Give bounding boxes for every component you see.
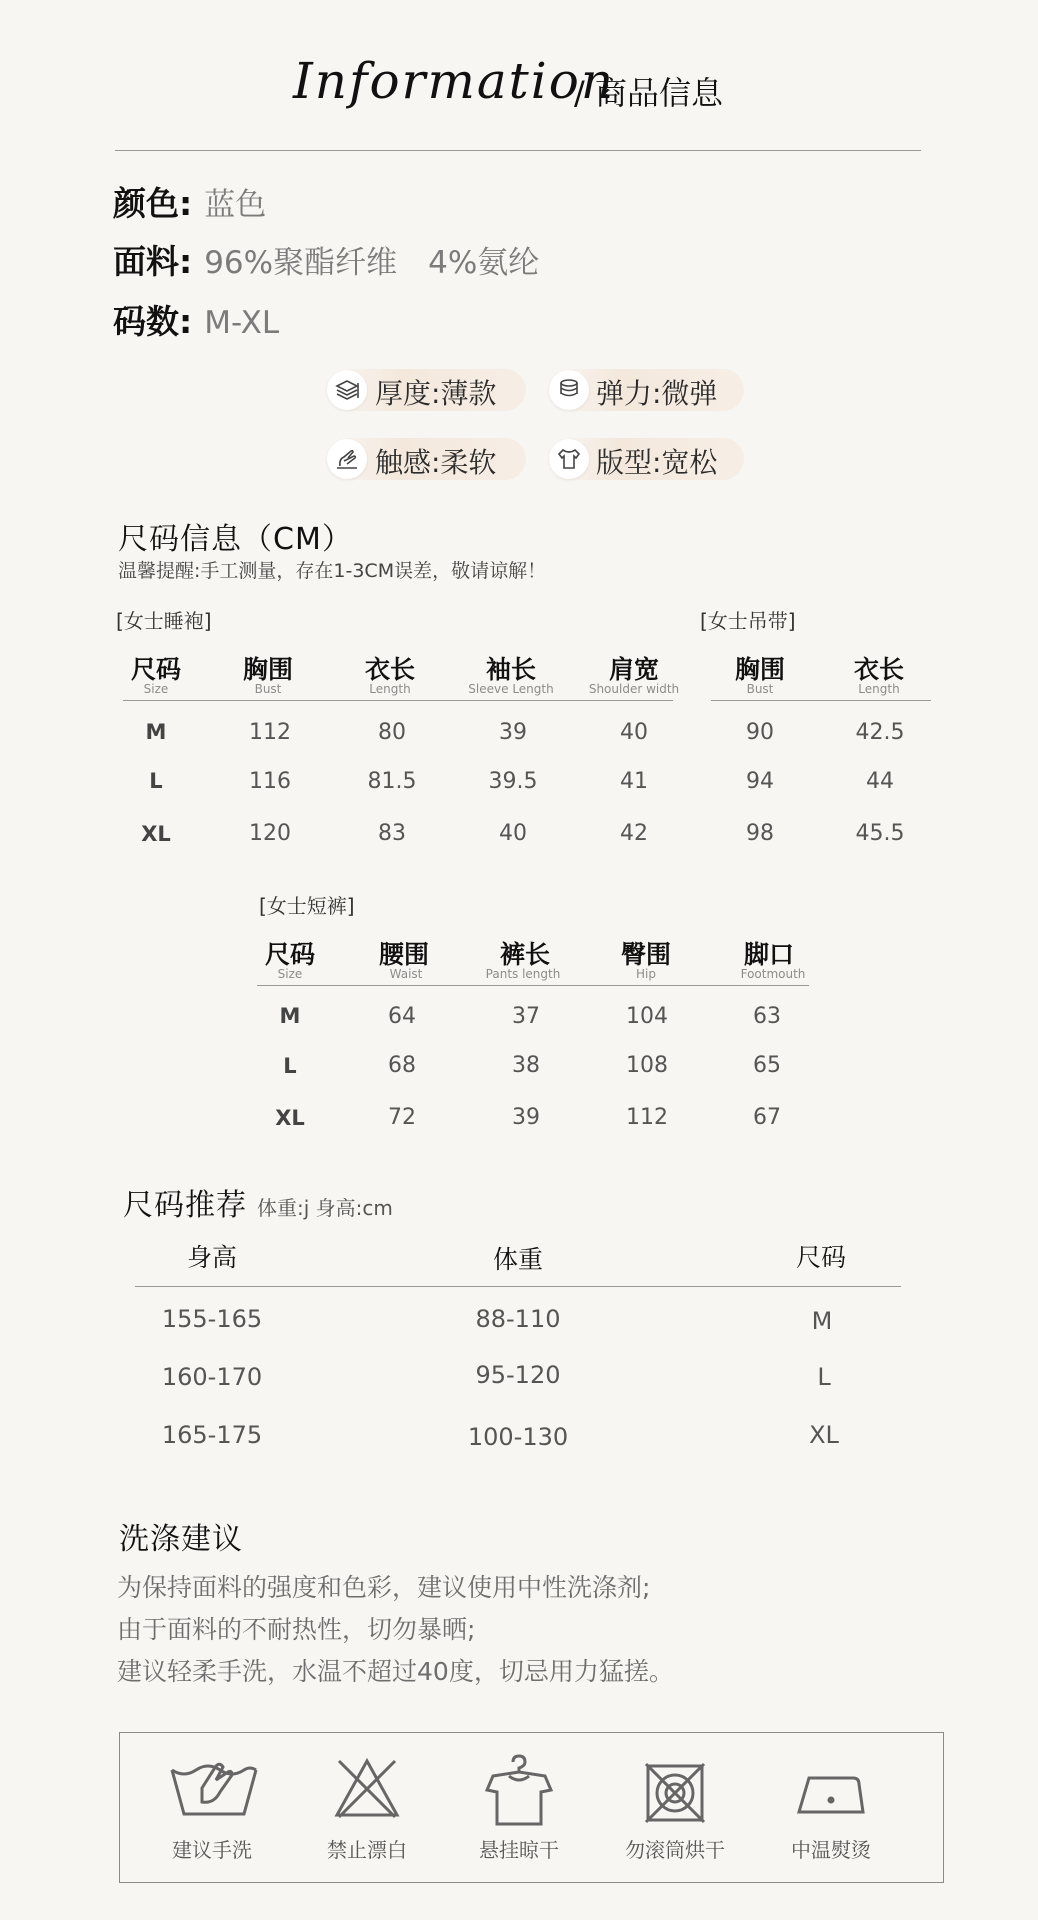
care-label-no-tumble-dry: 勿滚筒烘干	[625, 1838, 725, 1862]
care-label-no-bleach: 禁止漂白	[327, 1838, 407, 1862]
robe-cell: 120	[249, 821, 291, 846]
recommend-header-size: 尺码	[795, 1243, 846, 1272]
shorts-cell: 63	[753, 1004, 781, 1029]
shorts-cell: 108	[626, 1053, 668, 1078]
robe-header-length: 衣长	[364, 655, 415, 684]
shorts-header-size: 尺码	[264, 940, 315, 969]
recommend-header-weight: 体重	[492, 1245, 543, 1274]
robe-header-length-en: Length	[369, 682, 411, 696]
cami-header-bust: 胸围	[734, 655, 785, 684]
cami-header-length: 衣长	[853, 655, 904, 684]
washing-title: 洗涤建议	[119, 1522, 243, 1557]
shorts-cell: 72	[388, 1105, 416, 1130]
robe-header-bust-en: Bust	[254, 682, 282, 696]
shorts-header-waist: 腰围	[378, 940, 429, 969]
shorts-cell: 68	[388, 1053, 416, 1078]
spec-value: 96%聚酯纤维 4%氨纶	[204, 245, 540, 281]
recommend-cell: 88-110	[475, 1305, 561, 1333]
shirt-icon	[549, 439, 589, 479]
robe-header-bust: 胸围	[242, 655, 293, 684]
robe-cell: 40	[620, 720, 648, 745]
robe-cell: 80	[378, 720, 406, 745]
hand-touch-icon	[327, 439, 367, 479]
shorts-header-waist-en: Waist	[389, 967, 423, 981]
washing-line: 建议轻柔手洗，水温不超过40度，切忌用力猛搓。	[117, 1657, 674, 1686]
spec-label: 颜色:	[113, 184, 193, 223]
robe-cell: 41	[620, 769, 648, 794]
robe-header-size: 尺码	[130, 655, 181, 684]
spec-label: 码数:	[113, 302, 193, 341]
no-bleach-icon	[331, 1755, 403, 1821]
washing-line: 由于面料的不耐热性，切勿暴晒;	[117, 1615, 476, 1644]
care-label-hand-wash: 建议手洗	[172, 1838, 252, 1862]
robe-header-size-en: Size	[143, 682, 169, 696]
robe-cell: 39.5	[488, 769, 538, 794]
robe-header-shoulder: 肩宽	[608, 655, 659, 684]
robe-size-cell: M	[145, 720, 167, 744]
shorts-cell: 64	[388, 1004, 416, 1029]
shorts-header-hip-en: Hip	[636, 967, 656, 981]
shorts-header-footmouth-en: Footmouth	[740, 967, 806, 981]
robe-cell: 81.5	[367, 769, 417, 794]
shorts-header-footmouth: 脚口	[743, 940, 794, 969]
recommend-header-rule	[135, 1286, 901, 1287]
robe-header-rule	[123, 700, 673, 701]
robe-cell: 39	[499, 720, 527, 745]
shorts-cell: 38	[512, 1053, 540, 1078]
hang-dry-icon	[483, 1754, 555, 1828]
title-english: Information	[293, 52, 616, 110]
shorts-header-pants-length-en: Pants length	[485, 967, 561, 981]
shorts-label: [女士短裤]	[259, 894, 355, 918]
cami-cell: 44	[866, 769, 894, 794]
spec-value: M-XL	[204, 305, 280, 341]
shorts-cell: 65	[753, 1053, 781, 1078]
robe-cell: 83	[378, 821, 406, 846]
hand-wash-icon	[166, 1752, 262, 1822]
washing-line: 为保持面料的强度和色彩，建议使用中性洗涤剂;	[117, 1573, 651, 1602]
robe-header-shoulder-en: Shoulder width	[588, 682, 680, 696]
spec-value: 蓝色	[204, 187, 267, 223]
recommend-cell: 160-170	[161, 1363, 263, 1391]
shorts-header-rule	[257, 985, 809, 986]
robe-size-cell: L	[149, 769, 163, 793]
robe-header-sleeve-en: Sleeve Length	[468, 682, 554, 696]
cami-cell: 45.5	[855, 821, 905, 846]
title-chinese: / 商品信息	[574, 74, 723, 112]
recommend-cell: 165-175	[161, 1421, 263, 1449]
recommend-header-height: 身高	[186, 1243, 237, 1272]
recommend-cell: 100-130	[467, 1423, 569, 1451]
recommend-cell: 155-165	[161, 1305, 263, 1333]
robe-header-sleeve: 袖长	[485, 655, 536, 684]
size-info-title: 尺码信息（CM）	[118, 522, 353, 557]
robe-cell: 40	[499, 821, 527, 846]
spec-size	[113, 296, 279, 343]
robe-label: [女士睡袍]	[116, 609, 212, 633]
shorts-size-cell: L	[283, 1054, 297, 1078]
recommend-cell: L	[817, 1363, 831, 1391]
cami-header-bust-en: Bust	[746, 682, 774, 696]
recommend-cell: M	[811, 1307, 833, 1335]
care-label-hang-dry: 悬挂晾干	[479, 1838, 559, 1862]
spec-fabric	[113, 236, 539, 283]
cami-header-length-en: Length	[858, 682, 900, 696]
shorts-cell: 67	[753, 1105, 781, 1130]
robe-cell: 116	[249, 769, 291, 794]
robe-size-cell: XL	[141, 822, 171, 846]
shorts-header-hip: 臀围	[620, 940, 671, 969]
shorts-size-cell: M	[279, 1004, 301, 1028]
cami-cell: 94	[746, 769, 774, 794]
spec-label: 面料:	[113, 242, 193, 281]
robe-cell: 42	[620, 821, 648, 846]
feature-touch-label: 触感:柔软	[375, 446, 497, 479]
feature-fit-label: 版型:宽松	[596, 446, 718, 479]
shorts-header-size-en: Size	[277, 967, 303, 981]
robe-cell: 112	[249, 720, 291, 745]
shorts-cell: 104	[626, 1004, 668, 1029]
shorts-size-cell: XL	[275, 1106, 305, 1130]
recommend-units: 体重:j 身高:cm	[257, 1196, 393, 1220]
shorts-cell: 112	[626, 1105, 668, 1130]
cami-header-rule	[711, 700, 931, 701]
medium-iron-icon	[795, 1770, 867, 1818]
header-divider	[115, 150, 921, 151]
spec-color	[113, 178, 266, 225]
size-info-note: 温馨提醒:手工测量，存在1-3CM误差，敬请谅解！	[118, 560, 547, 582]
cami-cell: 90	[746, 720, 774, 745]
recommend-cell: 95-120	[475, 1361, 561, 1389]
feature-thickness-label: 厚度:薄款	[375, 377, 497, 410]
coil-icon	[549, 370, 589, 410]
no-tumble-dry-icon	[644, 1762, 706, 1824]
recommend-title: 尺码推荐	[123, 1188, 247, 1223]
recommend-heading	[123, 1180, 393, 1224]
feature-elasticity-label: 弹力:微弹	[596, 377, 718, 410]
layers-icon	[327, 370, 367, 410]
cami-label: [女士吊带]	[700, 609, 796, 633]
cami-cell: 98	[746, 821, 774, 846]
shorts-cell: 37	[512, 1004, 540, 1029]
cami-cell: 42.5	[855, 720, 905, 745]
shorts-cell: 39	[512, 1105, 540, 1130]
recommend-cell: XL	[809, 1421, 839, 1449]
care-label-medium-iron: 中温熨烫	[791, 1838, 871, 1862]
shorts-header-pants-length: 裤长	[499, 940, 550, 969]
